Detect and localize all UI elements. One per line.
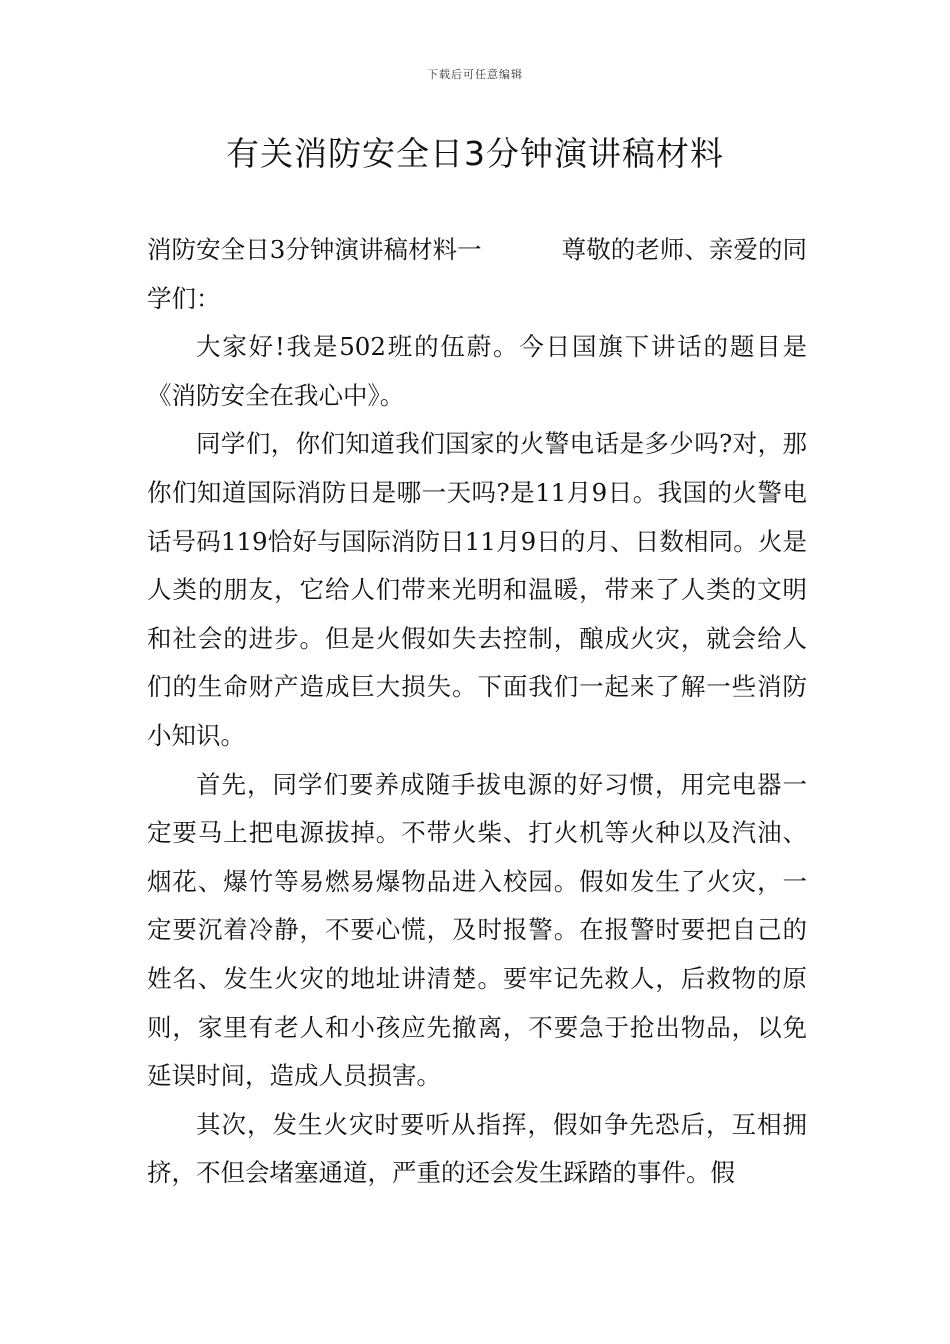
opening-greeting: 尊敬的老师、亲爱的同学们： (147, 235, 808, 313)
paragraph-fire-day: 同学们，你们知道我们国家的火警电话是多少吗?对，那你们知道国际消防日是哪一天吗?是11月9日。我国的火警电话号码119恰好与国际消防日11月9日的月、日数相同。火是人类的朋友，它给人们带来光明和温暖，带来了人类的文明和社会的进步。但是火假如失去控制，酿成火灾，就会给人们的生命财产造成巨大损失。下面我们一起来了解一些消防小知识。 (147, 429, 807, 750)
paragraph-first-tips: 首先，同学们要养成随手拔电源的好习惯，用完电器一定要马上把电源拔掉。不带火柴、打火机等火种以及汽油、烟花、爆竹等易燃易爆物品进入校园。假如发生了火灾，一定要沉着冷静，不要心慌，及时报警。在报警时要把自己的姓名、发生火灾的地址讲清楚。要牢记先救人，后救物的原则，家里有老人和小孩应先撤离，不要急于抢出物品，以免延误时间，造成人员损害。 (147, 769, 807, 1091)
document-body (147, 226, 807, 1198)
opening-paragraph (147, 226, 807, 323)
document-title: 有关消防安全日3分钟演讲稿材料 (226, 134, 724, 173)
paragraph-self-introduction: 大家好!我是502班的伍蔚。今日国旗下讲话的题目是《消防安全在我心中》。 (147, 332, 807, 410)
header-note: 下载后可任意编辑 (427, 68, 523, 81)
paragraph-second-tips: 其次，发生火灾时要听从指挥，假如争先恐后，互相拥挤，不但会堵塞通道，严重的还会发生踩踏的事件。假 (147, 1109, 807, 1188)
opening-heading: 消防安全日3分钟演讲稿材料一 (147, 235, 482, 264)
